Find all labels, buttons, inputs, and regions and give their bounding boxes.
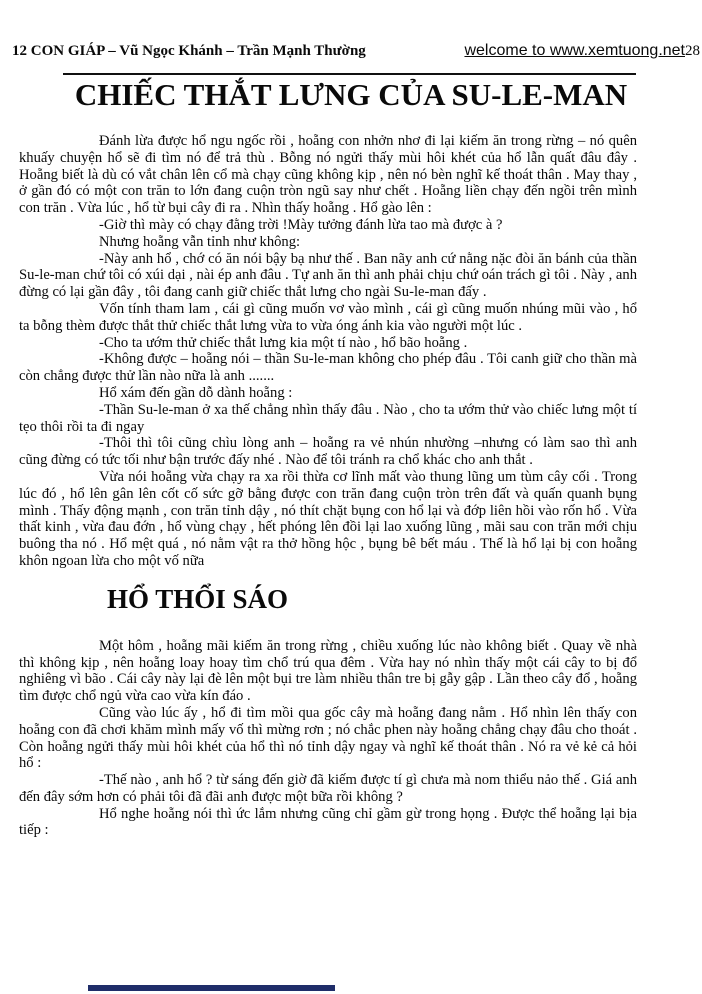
story2-title: HỔ THỔI SÁO bbox=[107, 583, 289, 614]
header-book-title: 12 CON GIÁP – Vũ Ngọc Khánh – Trần Mạnh Thường bbox=[12, 43, 366, 59]
story-paragraph: -Không được – hoẵng nói – thần Su-le-man không cho phép đâu . Tôi canh giữ cho thần mà còn chẳng được thử lần nào nữa là anh ....... bbox=[19, 351, 637, 385]
story-paragraph: -Thần Su-le-man ở xa thế chẳng nhìn thấy đâu . Nào , cho ta ướm thử vào chiếc lưng một tí tẹo thôi rồi ta đi ngay bbox=[19, 401, 637, 435]
story-paragraph: Đánh lừa được hổ ngu ngốc rồi , hoẵng con nhởn nhơ đi lại kiếm ăn trong rừng – nó quên khuấy chuyện hổ sẽ đi tìm nó để trả thù . Bỗng nó ngửi thấy mùi hôi khét của hổ lẫn quất đâu đây . Hoẵng biết là dù có vắt chân lên cổ mà chạy cũng không kịp , nên nó bèn nghĩ kế thoát thân . May thay , ở gần đó có một con trăn to lớn đang cuộn tròn ngũ say như chết . Hoẵng liền chạy đến ngồi trên mình con trăn . Vừa lúc , hổ từ bụi cây đi ra . Nhìn thấy hoẵng . Hổ gào lên : bbox=[19, 133, 637, 217]
story-paragraph: -Này anh hổ , chớ có ăn nói bậy bạ như thế . Ban nãy anh cứ nằng nặc đòi ăn bánh của thần Su-le-man chứ tôi có xúi dại , nài ép anh đâu . Tự anh ăn thì anh phải chịu chứ oán trách gì tôi . Này , anh đừng có lại gần đây , tôi đang canh giữ chiếc thắt lưng cho ngài Su-le-man đấy . bbox=[19, 250, 637, 301]
story1-title: CHIẾC THẮT LƯNG CỦA SU-LE-MAN bbox=[74, 77, 628, 112]
story2-paragraphs bbox=[19, 638, 637, 840]
story-paragraph: Hổ xám đến gần dỗ dành hoẵng : bbox=[99, 384, 293, 401]
story-paragraph: -Thôi thì tôi cũng chìu lòng anh – hoẵng ra vẻ nhún nhường –nhưng có làm sao thì anh cũng đừng có tức tối như bận trước đấy nhé . Nào để tôi tránh ra chổ khác cho anh thắt . bbox=[19, 435, 637, 469]
footer-scrollbar-fragment bbox=[88, 985, 335, 991]
story-paragraph: Hổ nghe hoẵng nói thì ức lắm nhưng cũng chỉ gầm gừ trong họng . Được thể hoẵng lại bịa tiếp : bbox=[19, 805, 637, 839]
story-paragraph: -Giờ thì mày có chạy đằng trời !Mày tưởng đánh lừa tao mà được à ? bbox=[99, 216, 503, 233]
story-paragraph: Một hôm , hoẵng mãi kiếm ăn trong rừng , chiều xuống lúc nào không biết . Quay về nhà thì không kịp , nên hoẵng loay hoay tìm chổ trú qua đêm . Vừa hay nó nhìn thấy một cái cây to bị đổ nghiêng vì bão . Cái cây này lại đè lên một bụi tre làm nhiều thân tre bị gẫy gập . Lần theo cây đổ , hoẵng tìm được chổ ngủ vừa cao vừa kín đáo . bbox=[19, 637, 637, 705]
header-divider-rule bbox=[63, 73, 636, 75]
story-paragraph: Cũng vào lúc ấy , hổ đi tìm mồi qua gốc cây mà hoẵng đang nằm . Hổ nhìn lên thấy con hoẵng con đã chơi khăm mình mấy vố thì mừng rơn ; nó chắc phen này hoẵng chẳng chạy đâu cho thoát . Còn hoẵng ngửi thấy mùi hôi khét của hổ thì nó tỉnh dậy ngay và nghĩ kế thoát thân . Nó ra vẻ kẻ cả hỏi hổ : bbox=[19, 704, 637, 772]
story-paragraph: -Thế nào , anh hổ ? từ sáng đến giờ đã kiếm được tí gì chưa mà nom thiểu nảo thế . Giá anh đến đây sớm hơn có phải tôi đã đãi anh được một bữa rồi không ? bbox=[19, 772, 637, 805]
story-paragraph: Vốn tính tham lam , cái gì cũng muốn vơ vào mình , cái gì cũng muốn nhúng mũi vào , hổ ta bỗng thèm được thắt thử chiếc thắt lưng vừa to vừa óng ánh kia vào người một lúc . bbox=[19, 300, 637, 334]
header-right-group bbox=[464, 42, 700, 60]
page-body-text bbox=[19, 133, 637, 839]
page-number: 28 bbox=[685, 43, 700, 59]
story-paragraph: Vừa nói hoẵng vừa chạy ra xa rồi thừa cơ lĩnh mất vào thung lũng um tùm cây cối . Trong lúc đó , hổ lên gân lên cốt cố sức gỡ bằng được con trăn đang cuộn tròn trên đất và quấn quanh bụng mình . Thấy động mạnh , con trăn tỉnh dậy , nó thít chặt bụng con hổ lại và đớp liên hồi vào rốn hổ . Vừa thất kinh , vừa đau đớn , hổ vùng chạy , hết phóng lên đồi lại lao xuống lũng , mãi sau con trăn mới chịu buông tha nó . Hổ mệt quá , nó nằm vật ra thở hồng hộc , bụng bê bết máu . Thế là hổ lại bị con hoẵng khôn ngoan lừa cho một vố nữa bbox=[19, 468, 637, 569]
story1-paragraphs bbox=[19, 133, 637, 570]
site-link[interactable]: welcome to www.xemtuong.net bbox=[464, 42, 685, 59]
story-paragraph: -Cho ta ướm thử chiếc thắt lưng kia một tí nào , hổ bão hoẵng . bbox=[99, 334, 468, 351]
story-paragraph: Nhưng hoẵng vẫn tỉnh như không: bbox=[99, 233, 301, 250]
